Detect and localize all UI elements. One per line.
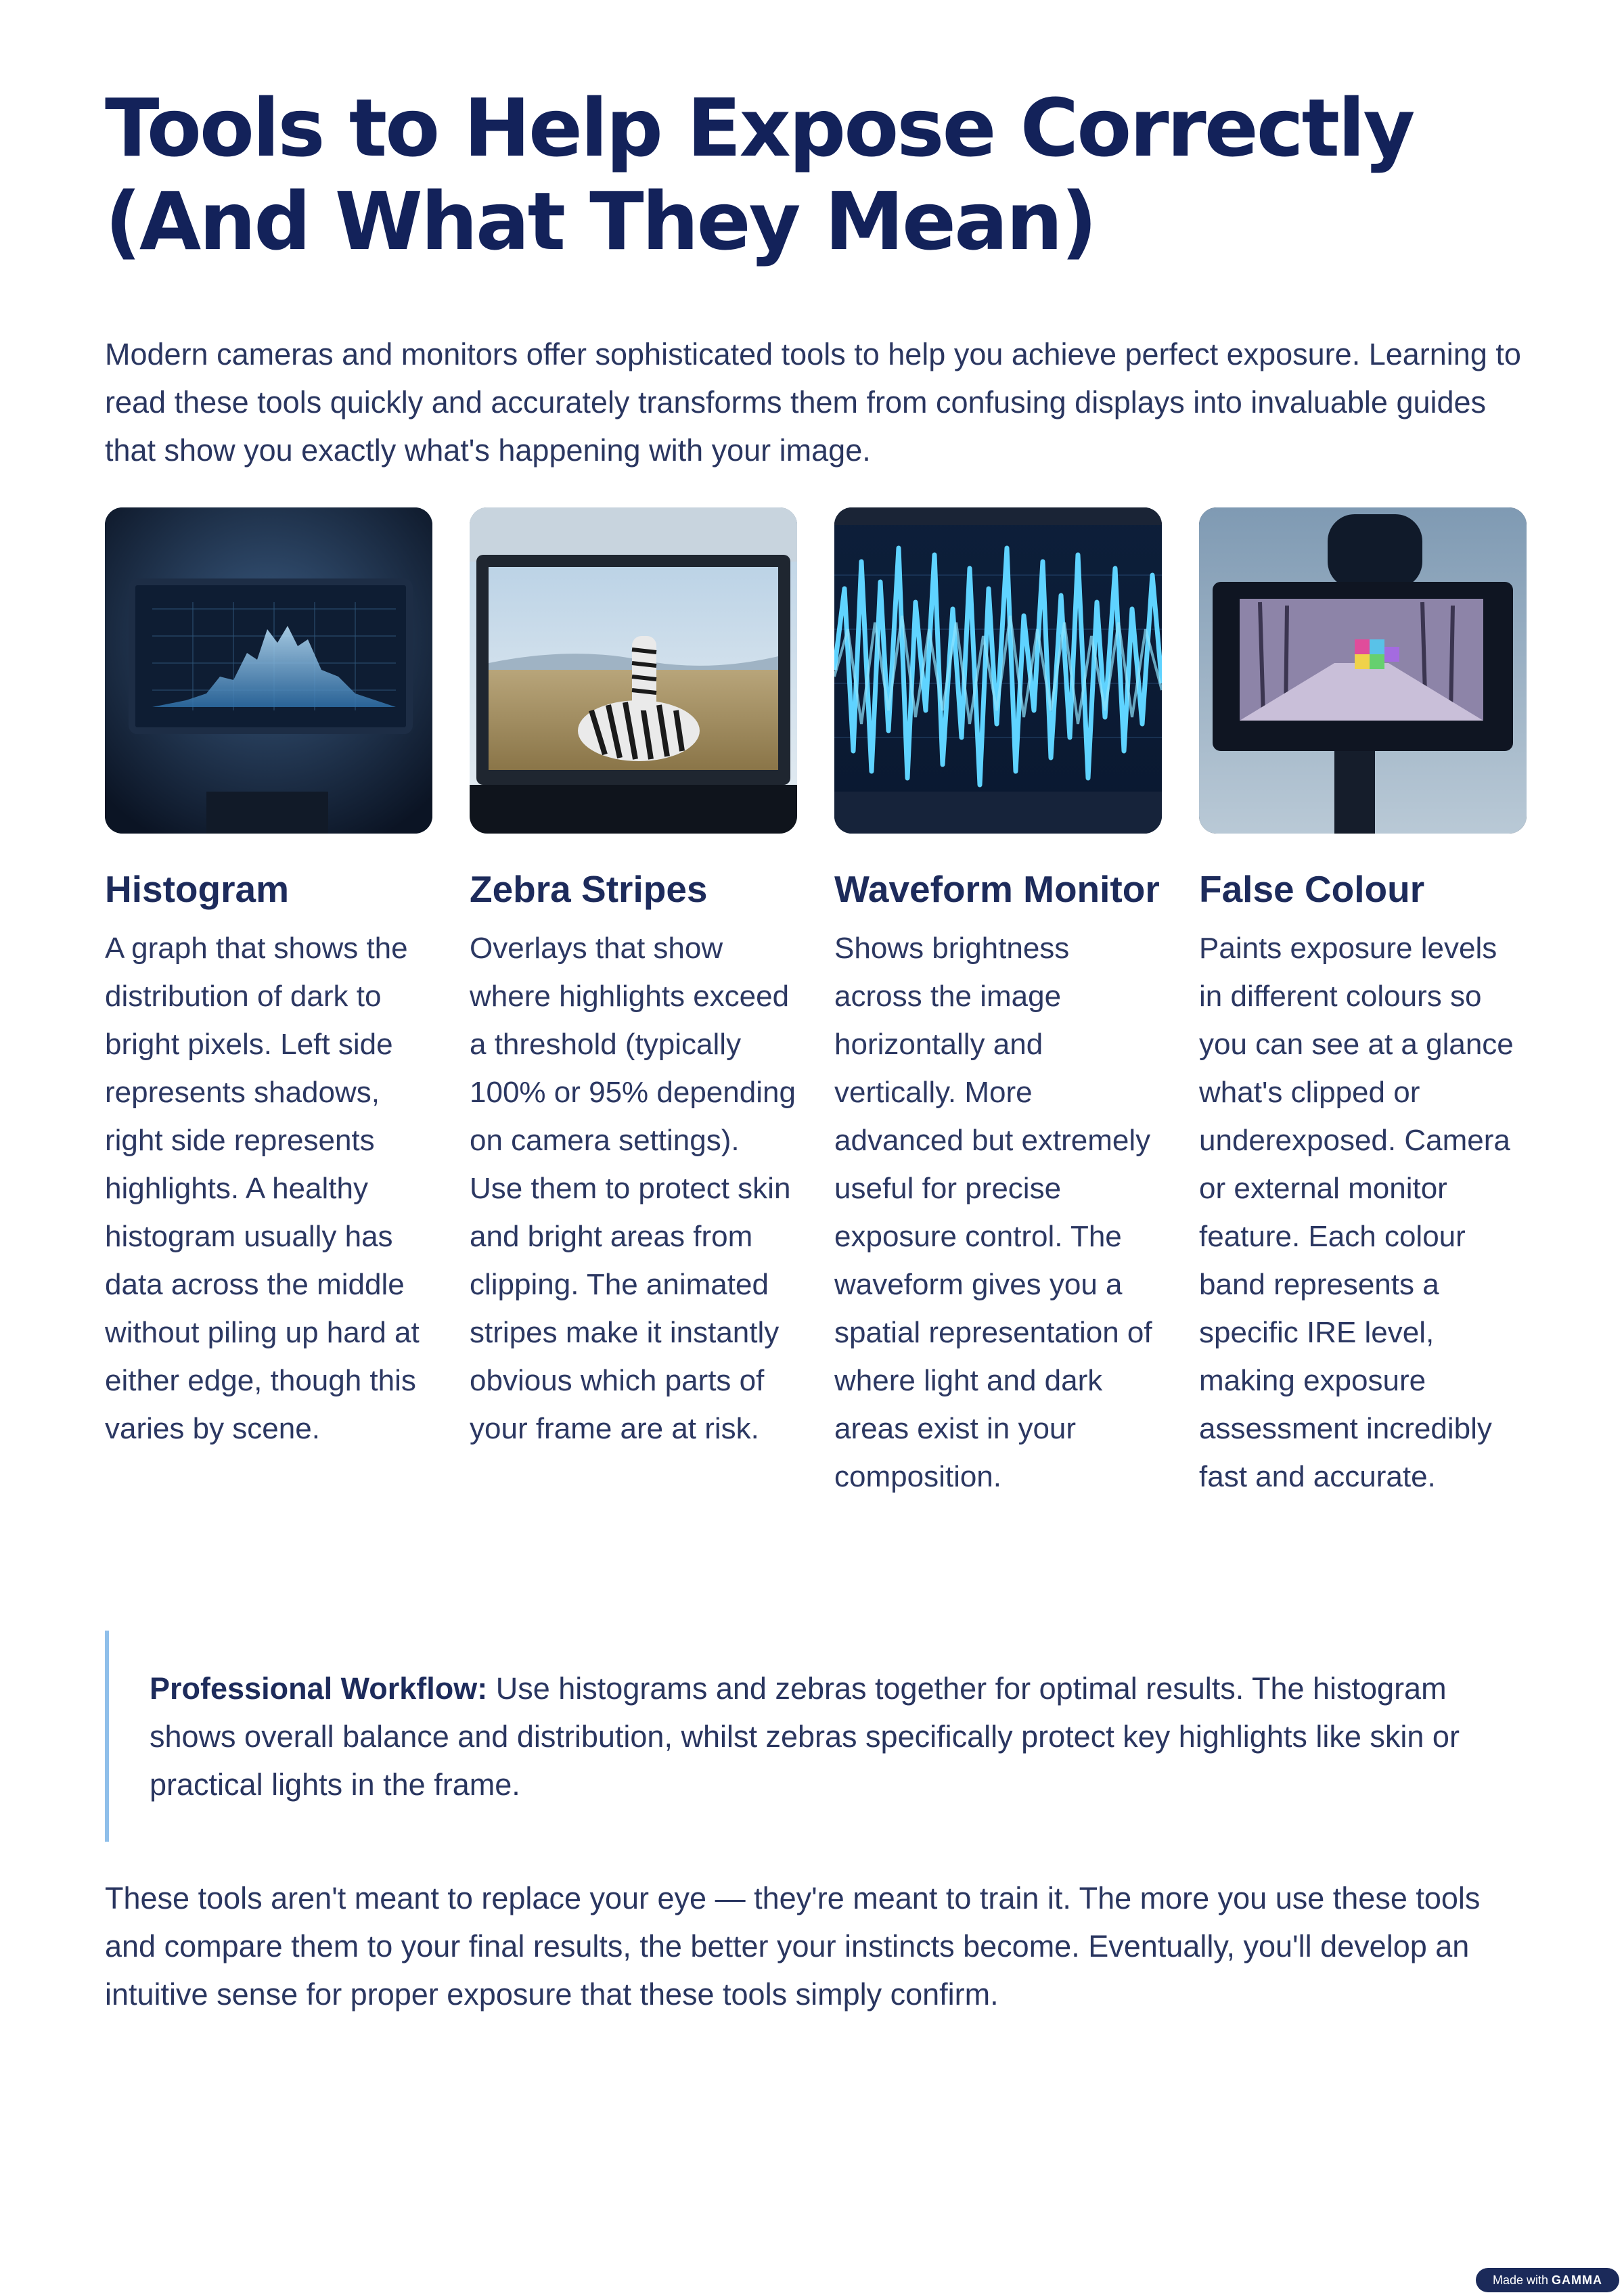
zebra-image (470, 507, 797, 834)
card-description: Shows brightness across the image horizontally and vertically. More advanced but extremely useful for precise exposure control. The waveform gives you a spatial representation of where light and dark areas exist in your composition. (834, 932, 1152, 1493)
intro-paragraph: Modern cameras and monitors offer sophisticated tools to help you achieve perfect exposure. Learning to read these tools quickly and accurately transforms them from confusing displays into invaluable guides that show you exactly what's happening with your image. (105, 337, 1521, 468)
closing-paragraph: These tools aren't meant to replace your eye — they're meant to train it. The more you use these tools and compare them to your final results, the better your instincts become. Eventually, you'll develop an intuitive sense for proper exposure that these tools simply confirm. (105, 1881, 1481, 2012)
false-colour-photo-illustration (1199, 507, 1527, 834)
card-zebra-stripes (470, 507, 797, 1453)
tool-cards (105, 507, 1526, 1604)
card-title: Histogram (105, 868, 289, 910)
card-description: Paints exposure levels in different colours so you can see at a glance what's clipped or underexposed. Camera or external monitor feature. Each colour band represents a specific IRE level, making exposure assessment incredibly fast and accurate. (1199, 932, 1514, 1493)
waveform-photo-illustration (834, 507, 1162, 834)
card-title: Waveform Monitor (834, 868, 1160, 910)
card-description: A graph that shows the distribution of dark to bright pixels. Left side represents shadows, right side represents highlights. A healthy histogram usually has data across the middle without piling up hard at either edge, though this varies by scene. (105, 932, 420, 1445)
card-waveform-monitor (834, 507, 1162, 1501)
callout-text: Use histograms and zebras together for optimal results. The histogram shows overall balance and distribution, whilst zebras specifically protect key highlights like skin or practical lights in the frame. (150, 1671, 1460, 1802)
card-title: Zebra Stripes (470, 868, 708, 910)
waveform-image (834, 507, 1162, 834)
card-histogram (105, 507, 432, 1453)
badge-prefix: Made with (1492, 2273, 1552, 2287)
professional-workflow-callout (105, 1631, 1526, 1842)
zebra-photo-illustration (470, 507, 797, 834)
page-title: Tools to Help Expose Correctly (And What They Mean) (105, 81, 1414, 268)
histogram-image (105, 507, 432, 834)
made-with-gamma-badge[interactable] (1476, 2268, 1619, 2292)
histogram-photo-illustration (105, 507, 432, 834)
false-colour-image (1199, 507, 1527, 834)
card-title: False Colour (1199, 868, 1425, 910)
card-description: Overlays that show where highlights exceed a threshold (typically 100% or 95% depending on camera settings). Use them to protect skin and bright areas from clipping. The animated stripes make it instantly obvious which parts of your frame are at risk. (470, 932, 796, 1445)
gamma-logo-text: GAMMA (1552, 2273, 1603, 2287)
card-false-colour (1199, 507, 1527, 1501)
callout-label: Professional Workflow: (150, 1671, 488, 1706)
